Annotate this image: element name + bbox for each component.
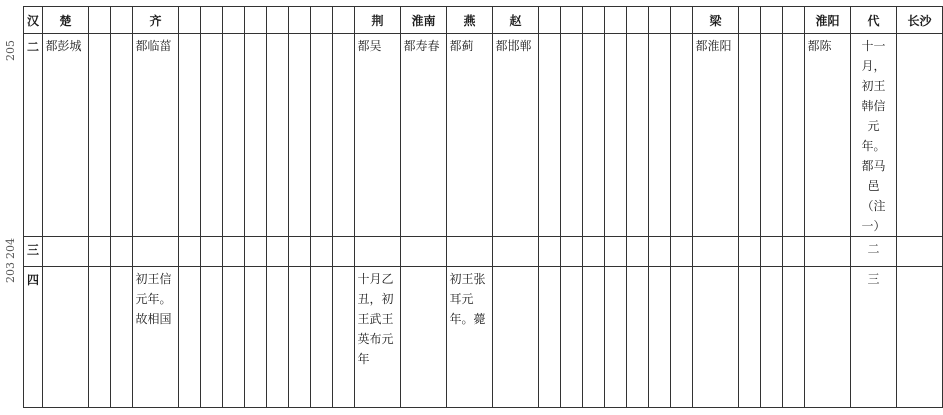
cell-text: 都邯郸 — [495, 39, 532, 53]
table-cell — [447, 34, 493, 237]
empty-cell — [223, 267, 245, 408]
year-label: 204 — [4, 238, 17, 259]
empty-cell — [179, 237, 201, 267]
empty-cell — [897, 34, 943, 237]
empty-cell — [783, 267, 805, 408]
empty-cell — [333, 267, 355, 408]
empty-cell — [311, 267, 333, 408]
empty-cell — [333, 34, 355, 237]
empty-cell — [539, 34, 561, 237]
empty-cell — [627, 34, 649, 237]
column-header: 荆 — [355, 7, 401, 34]
cell-text: 都临菑 — [135, 39, 172, 53]
column-header: 梁 — [693, 7, 739, 34]
cell-text: 都蓟 — [449, 39, 474, 53]
column-header-empty — [605, 7, 627, 34]
column-header-empty — [289, 7, 311, 34]
table-cell — [447, 267, 493, 408]
column-header-empty — [783, 7, 805, 34]
empty-cell — [89, 237, 111, 267]
column-header-empty — [333, 7, 355, 34]
column-header-empty — [201, 7, 223, 34]
empty-cell — [493, 267, 539, 408]
empty-cell — [783, 34, 805, 237]
empty-cell — [897, 267, 943, 408]
empty-cell — [111, 237, 133, 267]
empty-cell — [739, 34, 761, 237]
empty-cell — [245, 34, 267, 237]
column-header-empty — [311, 7, 333, 34]
empty-cell — [583, 267, 605, 408]
cell-text: 都吴 — [357, 39, 382, 53]
empty-cell — [201, 237, 223, 267]
empty-cell — [223, 237, 245, 267]
cell-text: 初王张耳元年。薨 — [449, 272, 486, 326]
empty-cell — [583, 34, 605, 237]
cell-text: 都寿春 — [403, 39, 440, 53]
empty-cell — [355, 237, 401, 267]
column-header-empty — [627, 7, 649, 34]
year-label: 203 — [4, 262, 17, 283]
cell-text: 十月乙丑，初王武王英布元年 — [357, 272, 394, 366]
empty-cell — [805, 237, 851, 267]
header-row — [24, 7, 943, 34]
column-header-empty — [179, 7, 201, 34]
empty-cell — [761, 237, 783, 267]
empty-cell — [649, 267, 671, 408]
empty-cell — [267, 34, 289, 237]
table-cell — [805, 34, 851, 237]
empty-cell — [111, 34, 133, 237]
column-header-empty — [561, 7, 583, 34]
cell-text: 都彭城 — [45, 39, 82, 53]
empty-cell — [179, 34, 201, 237]
table-cell — [355, 34, 401, 237]
table-cell — [851, 267, 897, 408]
column-header-empty — [539, 7, 561, 34]
empty-cell — [43, 237, 89, 267]
cell-text: 三 — [867, 272, 880, 286]
column-header-empty — [761, 7, 783, 34]
row-label-text: 三 — [26, 243, 39, 257]
column-header-empty — [583, 7, 605, 34]
empty-cell — [761, 267, 783, 408]
empty-cell — [671, 267, 693, 408]
empty-cell — [493, 237, 539, 267]
column-header-empty — [671, 7, 693, 34]
empty-cell — [401, 267, 447, 408]
empty-cell — [447, 237, 493, 267]
empty-cell — [267, 267, 289, 408]
empty-cell — [561, 34, 583, 237]
empty-cell — [289, 267, 311, 408]
empty-cell — [245, 267, 267, 408]
empty-cell — [693, 267, 739, 408]
empty-cell — [267, 237, 289, 267]
cell-text: 二 — [867, 242, 880, 256]
table-row — [24, 267, 943, 408]
empty-cell — [783, 237, 805, 267]
empty-cell — [179, 267, 201, 408]
empty-cell — [333, 237, 355, 267]
empty-cell — [561, 267, 583, 408]
table-cell — [43, 34, 89, 237]
column-header: 淮南 — [401, 7, 447, 34]
column-header: 燕 — [447, 7, 493, 34]
empty-cell — [693, 237, 739, 267]
empty-cell — [627, 237, 649, 267]
empty-cell — [671, 34, 693, 237]
empty-cell — [89, 267, 111, 408]
empty-cell — [561, 237, 583, 267]
table-cell — [493, 34, 539, 237]
table-cell — [133, 34, 179, 237]
chronology-table — [23, 6, 943, 408]
empty-cell — [605, 237, 627, 267]
column-header-empty — [223, 7, 245, 34]
empty-cell — [605, 267, 627, 408]
empty-cell — [289, 34, 311, 237]
empty-cell — [111, 267, 133, 408]
empty-cell — [133, 237, 179, 267]
cell-text: 都淮阳 — [695, 39, 732, 53]
table-cell — [693, 34, 739, 237]
year-label: 205 — [4, 40, 17, 61]
empty-cell — [739, 237, 761, 267]
empty-cell — [649, 34, 671, 237]
empty-cell — [539, 237, 561, 267]
row-label-text: 四 — [26, 273, 39, 287]
column-header-empty — [649, 7, 671, 34]
column-header-empty — [89, 7, 111, 34]
empty-cell — [43, 267, 89, 408]
column-header: 汉 — [24, 7, 43, 34]
empty-cell — [605, 34, 627, 237]
column-header: 淮阳 — [805, 7, 851, 34]
table-row — [24, 237, 943, 267]
empty-cell — [311, 237, 333, 267]
empty-cell — [583, 237, 605, 267]
empty-cell — [649, 237, 671, 267]
row-label-text: 二 — [26, 40, 39, 54]
cell-text: 十一月，初王韩信元年。都马邑（注一） — [861, 39, 886, 233]
column-header-empty — [267, 7, 289, 34]
empty-cell — [245, 237, 267, 267]
year-margin — [0, 0, 22, 415]
table-cell — [133, 267, 179, 408]
empty-cell — [201, 34, 223, 237]
table-cell — [355, 267, 401, 408]
empty-cell — [223, 34, 245, 237]
empty-cell — [201, 267, 223, 408]
column-header: 楚 — [43, 7, 89, 34]
cell-text: 初王信元年。故相国 — [135, 272, 172, 326]
column-header-empty — [111, 7, 133, 34]
row-label — [24, 237, 43, 267]
row-label — [24, 34, 43, 237]
empty-cell — [897, 237, 943, 267]
table-row — [24, 34, 943, 237]
column-header: 代 — [851, 7, 897, 34]
table-cell — [401, 34, 447, 237]
empty-cell — [289, 237, 311, 267]
empty-cell — [805, 267, 851, 408]
empty-cell — [311, 34, 333, 237]
empty-cell — [671, 237, 693, 267]
empty-cell — [627, 267, 649, 408]
column-header-empty — [245, 7, 267, 34]
empty-cell — [401, 237, 447, 267]
column-header: 赵 — [493, 7, 539, 34]
empty-cell — [739, 267, 761, 408]
column-header: 齐 — [133, 7, 179, 34]
table-cell — [851, 34, 897, 237]
column-header-empty — [739, 7, 761, 34]
table-cell — [851, 237, 897, 267]
cell-text: 都陈 — [807, 39, 832, 53]
empty-cell — [761, 34, 783, 237]
empty-cell — [89, 34, 111, 237]
column-header: 长沙 — [897, 7, 943, 34]
empty-cell — [539, 267, 561, 408]
row-label — [24, 267, 43, 408]
